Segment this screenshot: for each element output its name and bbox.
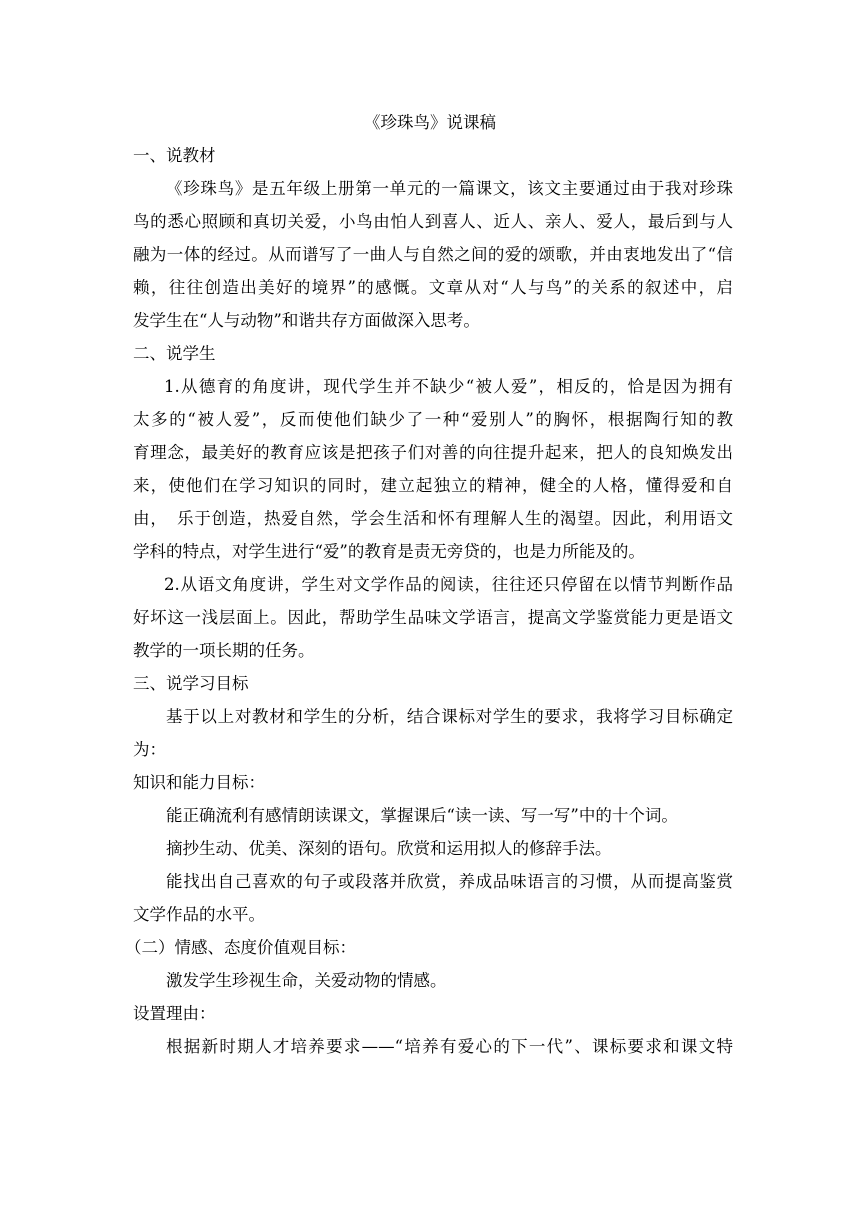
paragraph-line: 融为一体的经过。从而谱写了一曲人与自然之间的爱的颂歌，并由衷地发出了“信 <box>133 245 733 264</box>
paragraph-line: 好坏这一浅层面上。因此，帮助学生品味文学语言，提高文学鉴赏能力更是语文 <box>133 608 733 627</box>
paragraph-line: 来，使他们在学习知识的同时，建立起独立的精神，健全的人格，懂得爱和自 <box>133 476 733 495</box>
section-heading: 一、说教材 <box>133 146 216 165</box>
paragraph-line: 为： <box>133 740 166 759</box>
paragraph-line: 激发学生珍视生命，关爱动物的情感。 <box>166 971 447 990</box>
paragraph-line: 2.从语文角度讲，学生对文学作品的阅读，往往还只停留在以情节判断作品 <box>164 575 733 594</box>
paragraph-line: 学科的特点，对学生进行“爱”的教育是责无旁贷的，也是力所能及的。 <box>133 542 645 561</box>
section-heading: 三、说学习目标 <box>133 674 249 693</box>
paragraph-line: 育理念，最美好的教育应该是把孩子们对善的向往提升起来，把人的良知焕发出 <box>133 443 733 462</box>
paragraph-line: 能找出自己喜欢的句子或段落并欣赏，养成品味语言的习惯，从而提高鉴赏 <box>166 872 733 891</box>
paragraph-line: 基于以上对教材和学生的分析，结合课标对学生的要求，我将学习目标确定 <box>166 707 733 726</box>
paragraph-line: 由， 乐于创造，热爱自然，学会生活和怀有理解人生的渴望。因此，利用语文 <box>133 509 733 528</box>
paragraph-line: 鸟的悉心照顾和真切关爱，小鸟由怕人到喜人、近人、亲人、爱人，最后到与人 <box>133 212 733 231</box>
paragraph-line: 太多的“被人爱”，反而使他们缺少了一种“爱别人”的胸怀，根据陶行知的教 <box>133 410 733 429</box>
paragraph-line: 发学生在“人与动物”和谐共存方面做深入思考。 <box>133 311 480 330</box>
paragraph-line: 教学的一项长期的任务。 <box>133 641 315 660</box>
paragraph-line: 文学作品的水平。 <box>133 905 265 924</box>
document-title: 《珍珠鸟》说课稿 <box>364 113 496 132</box>
subheading: 知识和能力目标： <box>133 773 265 792</box>
paragraph-line: 1.从德育的角度讲，现代学生并不缺少“被人爱”，相反的，恰是因为拥有 <box>164 377 733 396</box>
paragraph-line: 《珍珠鸟》是五年级上册第一单元的一篇课文，该文主要通过由于我对珍珠 <box>166 179 733 198</box>
paragraph-line: 赖，往往创造出美好的境界”的感慨。文章从对“人与鸟”的关系的叙述中，启 <box>133 278 733 297</box>
section-heading: 二、说学生 <box>133 344 216 363</box>
paragraph-line: 能正确流利有感情朗读课文，掌握课后“读一读、写一写”中的十个词。 <box>166 806 678 825</box>
subheading: （二）情感、态度价值观目标： <box>125 938 356 957</box>
subheading: 设置理由： <box>133 1004 216 1023</box>
paragraph-line: 摘抄生动、优美、深刻的语句。欣赏和运用拟人的修辞手法。 <box>166 839 612 858</box>
paragraph-line: 根据新时期人才培养要求——“培养有爱心的下一代”、课标要求和课文特 <box>166 1037 733 1056</box>
